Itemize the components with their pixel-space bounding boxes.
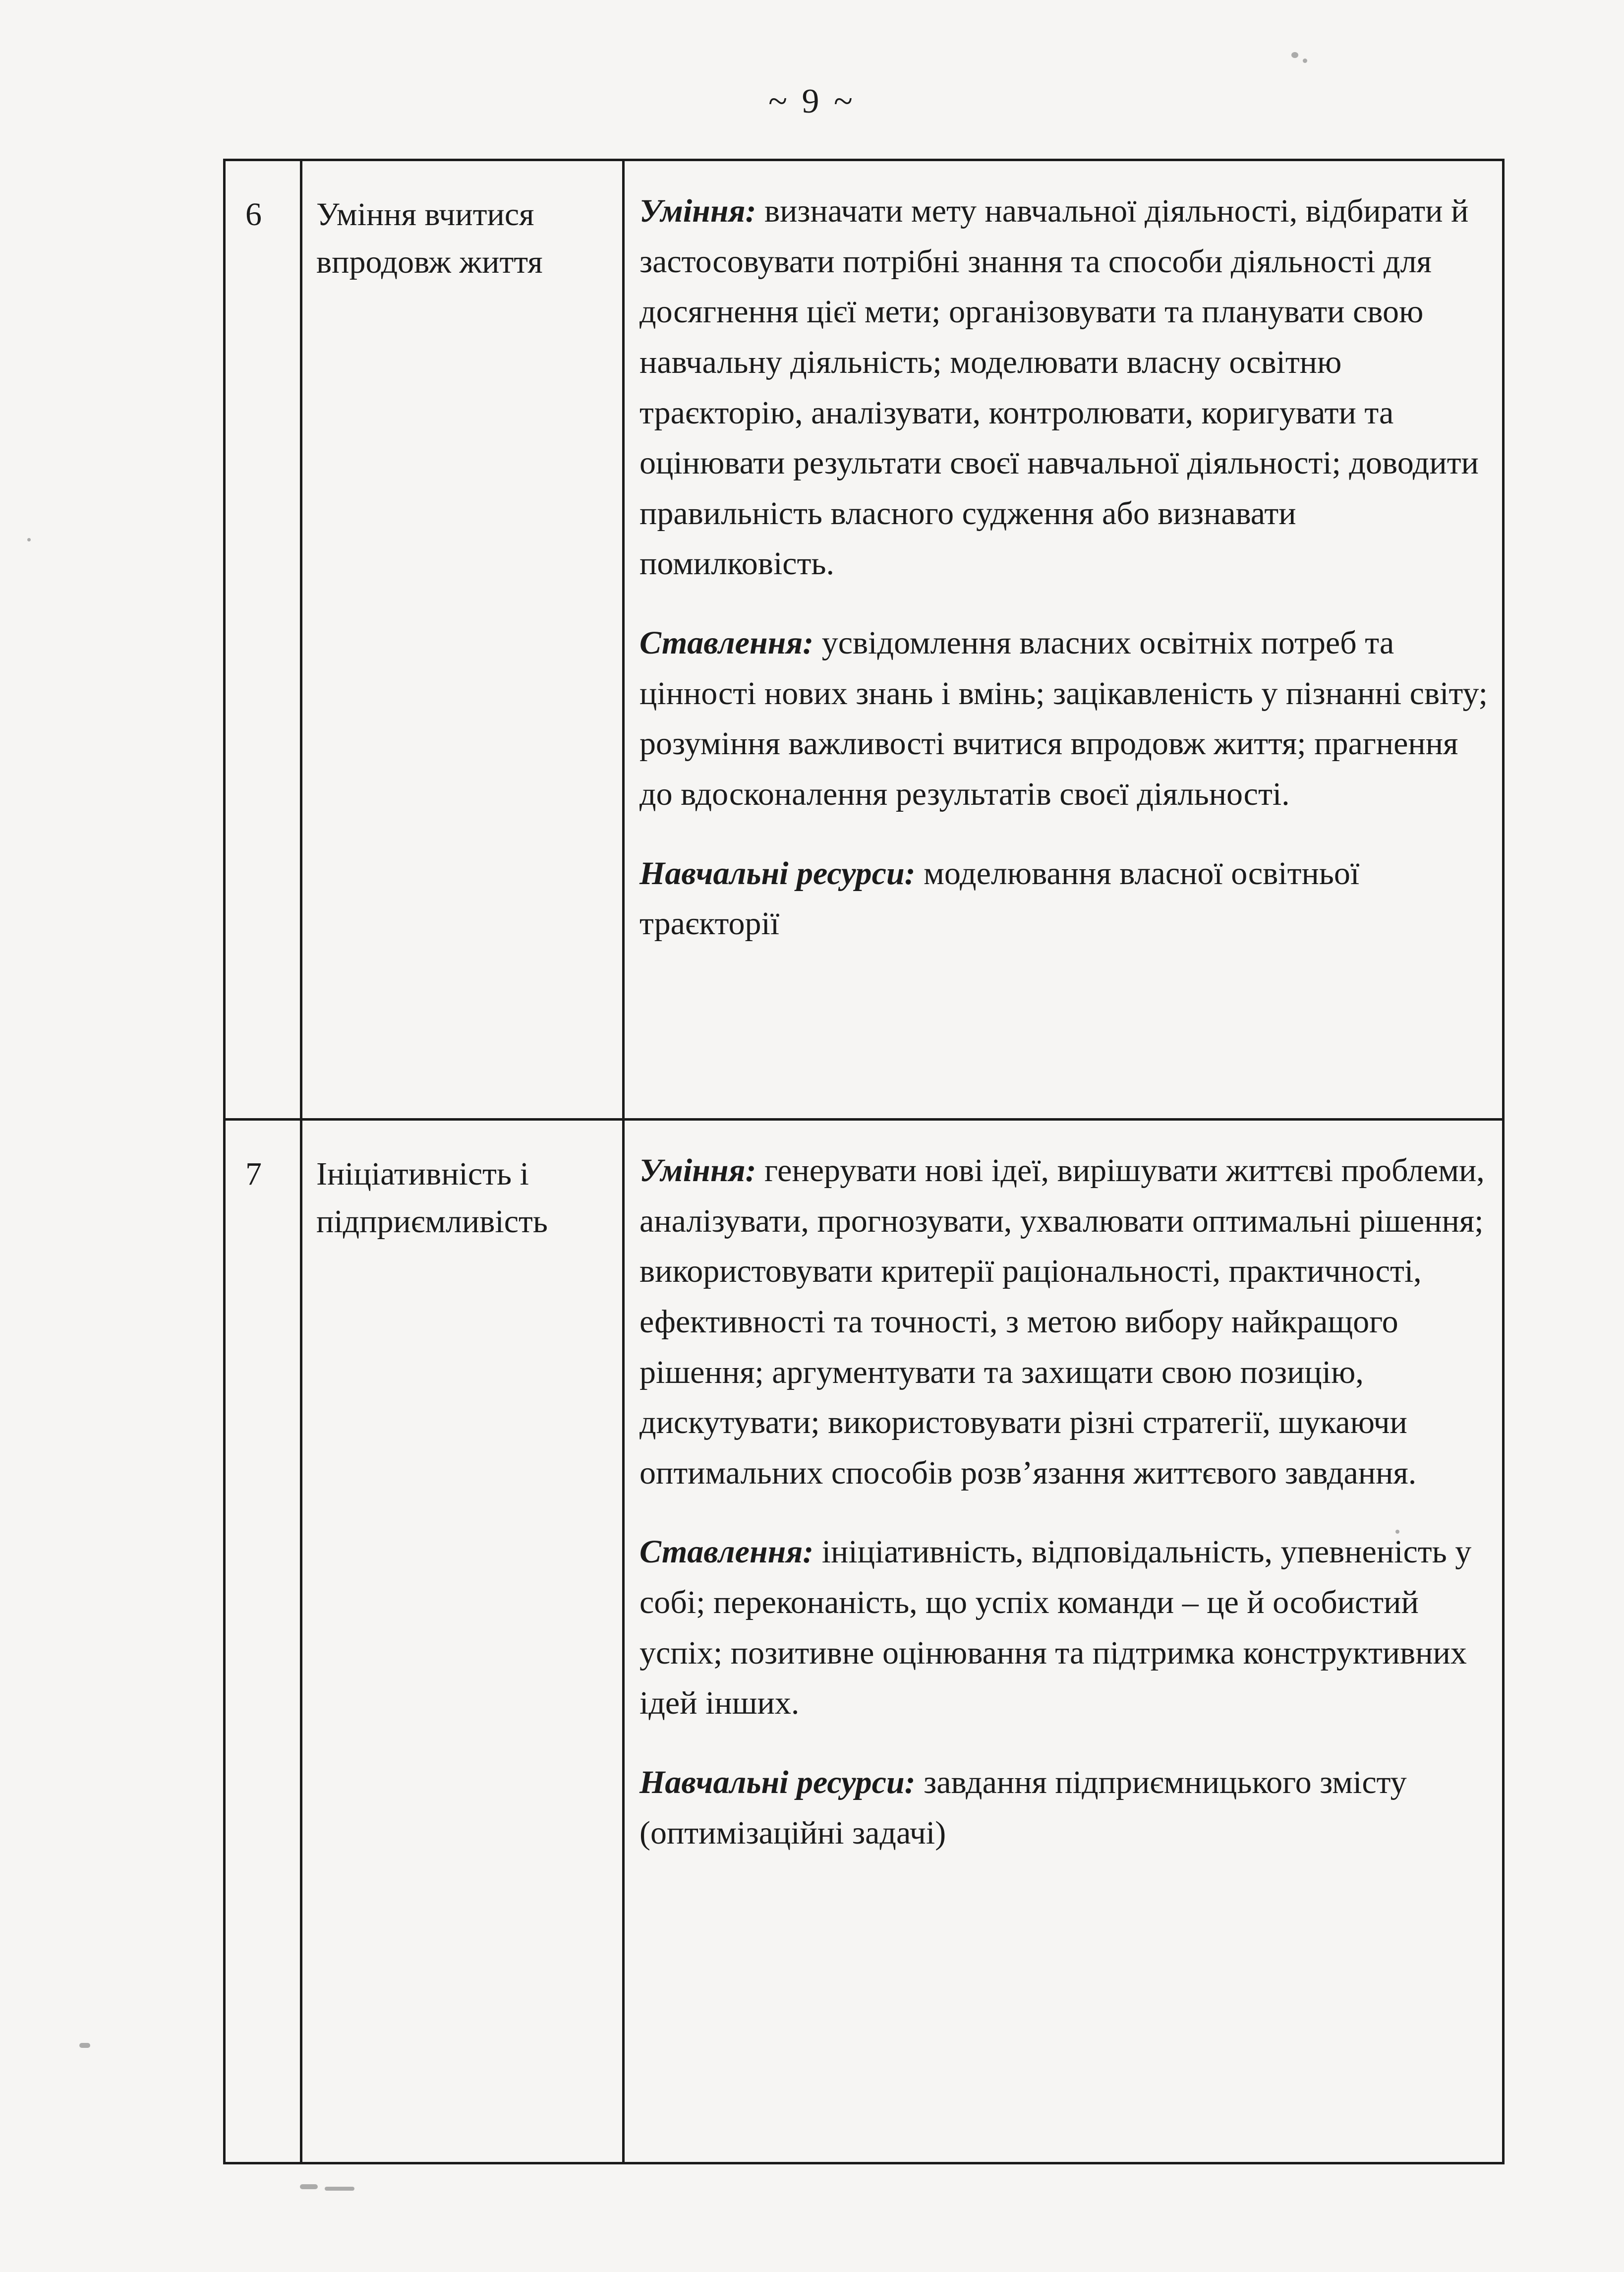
block-label: Ставлення:	[639, 625, 814, 661]
competence-name: Ініціативність і підприємливість	[301, 1120, 624, 2163]
block-text: моделювання власної освітньої траєкторії	[639, 855, 1360, 942]
block-text: усвідомлення власних освітніх потреб та цінності нових знань і вмінь; зацікавленість у пізнанні світу; розуміння важливості вчитися впродовж життя; прагнення до вдосконалення результатів своєї діяльності.	[639, 625, 1488, 812]
attitudes-block	[639, 618, 1492, 820]
scan-speck	[1395, 1530, 1399, 1534]
block-label: Ставлення:	[639, 1534, 814, 1570]
competence-description	[624, 1120, 1504, 2163]
table-row	[225, 160, 1504, 1120]
block-text: завдання підприємницького змісту (оптимізаційні задачі)	[639, 1764, 1407, 1851]
resources-block	[639, 1757, 1492, 1858]
competence-table	[223, 159, 1505, 2164]
block-text: ініціативність, відповідальність, упевненість у собі; переконаність, що успіх команди – це й особистий успіх; позитивне оцінювання та підтримка конструктивних ідей інших.	[639, 1534, 1472, 1722]
table-row	[225, 1120, 1504, 2163]
block-text: генерувати нові ідеї, вирішувати життєві проблеми, аналізувати, прогнозувати, ухвалювати оптимальні рішення; використовувати критерії раціональності, практичності, ефективності та точності, з метою вибору найкращого рішення; аргументувати та захищати свою позицію, дискутувати; використовувати різні стратегії, шукаючи оптимальних способів розв’язання життєвого завдання.	[639, 1152, 1485, 1491]
scan-speck	[79, 2043, 90, 2048]
skills-block	[639, 1145, 1492, 1498]
scan-speck	[1303, 59, 1307, 63]
page-number: ~ 9 ~	[768, 82, 856, 120]
skills-block	[639, 186, 1492, 589]
row-number: 7	[225, 1120, 301, 2163]
block-label: Уміння:	[639, 1152, 756, 1189]
scan-speck	[325, 2187, 354, 2191]
scan-speck	[1291, 52, 1298, 58]
row-number: 6	[225, 160, 301, 1120]
scan-speck	[300, 2184, 318, 2189]
resources-block	[639, 848, 1492, 949]
attitudes-block	[639, 1527, 1492, 1729]
block-label: Навчальні ресурси:	[639, 855, 916, 892]
scan-speck	[27, 538, 31, 541]
competence-name: Уміння вчитися впродовж життя	[301, 160, 624, 1120]
block-label: Навчальні ресурси:	[639, 1764, 916, 1800]
block-text: визначати мету навчальної діяльності, відбирати й застосовувати потрібні знання та способи діяльності для досягнення цієї мети; організовувати та планувати свою навчальну діяльність; моделювати власну освітню траєкторію, аналізувати, контролювати, коригувати та оцінювати результати своєї навчальної діяльності; доводити правильність власного судження або визнавати помилковість.	[639, 193, 1479, 582]
block-label: Уміння:	[639, 193, 756, 229]
competence-description	[624, 160, 1504, 1120]
